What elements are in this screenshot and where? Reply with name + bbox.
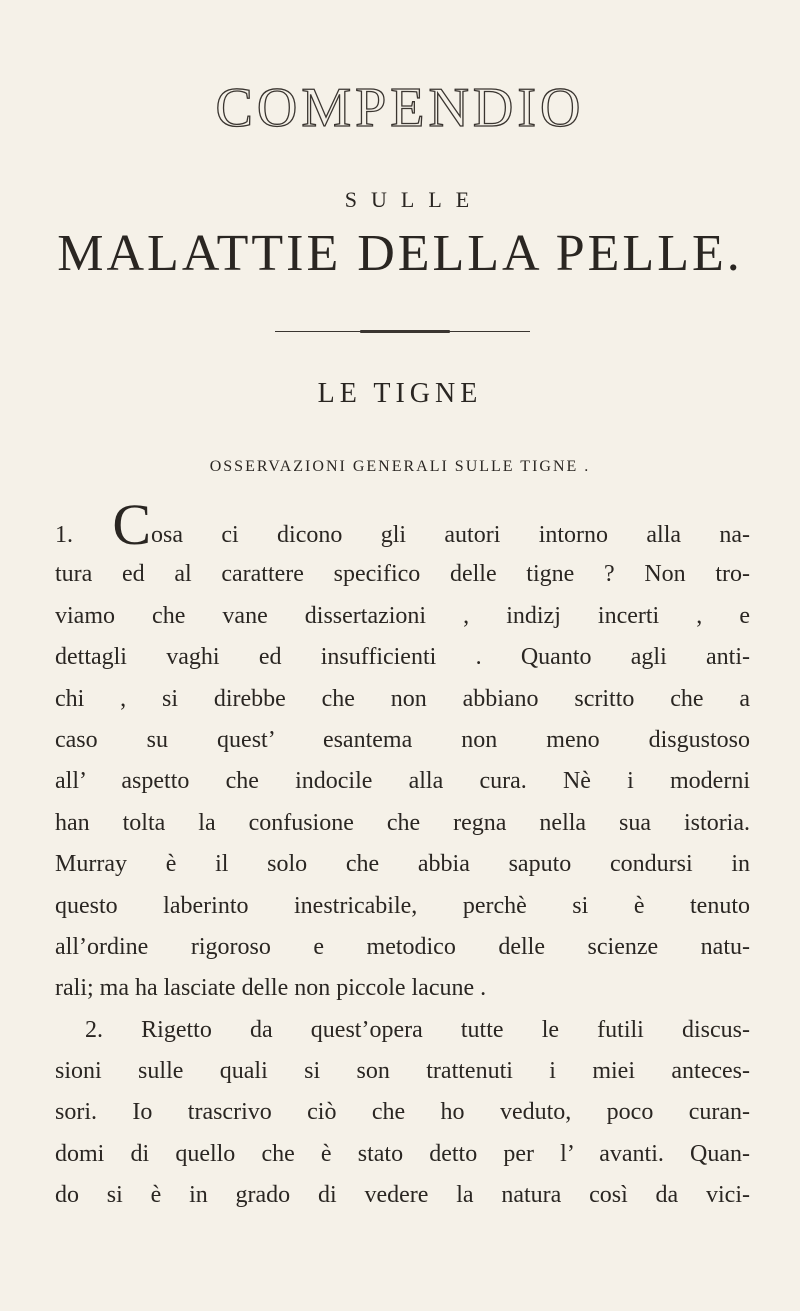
- section-title: LE TIGNE: [317, 378, 483, 409]
- text-line: chi , si direbbe che non abbiano scritto che a: [55, 685, 750, 712]
- text-line: all’ aspetto che indocile alla cura. Nè i moderni: [55, 768, 750, 795]
- body-text: [55, 492, 750, 1217]
- text-line: caso su quest’ esantema non meno disgustoso: [55, 726, 750, 753]
- text-line: Murray è il solo che abbia saputo condursi in: [55, 851, 750, 878]
- text-line: domi di quello che è stato detto per l’ avanti. Quan-: [55, 1140, 750, 1167]
- rule-thick-segment: [360, 330, 450, 333]
- drop-cap: C: [112, 492, 152, 557]
- text-line: 1. Cosa ci dicono gli autori intorno alla na-: [55, 492, 750, 557]
- text-line: sori. Io trascrivo ciò che ho veduto, poco curan-: [55, 1099, 750, 1126]
- text-line: dettagli vaghi ed insufficienti . Quanto agli anti-: [55, 644, 750, 671]
- book-subject: MALATTIE DELLA PELLE.: [57, 225, 743, 282]
- text-line: 2. Rigetto da quest’opera tutte le futili discus-: [85, 1016, 750, 1043]
- text-line: rali; ma ha lasciate delle non piccole lacune .: [55, 975, 487, 1002]
- paragraph-number: 1.: [55, 522, 73, 548]
- text-line: tura ed al carattere specifico delle tigne ? Non tro-: [55, 561, 750, 588]
- title-preposition: SULLE: [344, 187, 484, 212]
- text-line: questo laberinto inestricabile, perchè si è tenuto: [55, 892, 750, 919]
- text-line: all’ordine rigoroso e metodico delle scienze natu-: [55, 933, 750, 960]
- text-line: sioni sulle quali si son trattenuti i miei anteces-: [55, 1058, 750, 1085]
- text-line: han tolta la confusione che regna nella sua istoria.: [55, 809, 750, 836]
- decorative-rule: [275, 330, 530, 333]
- section-subtitle: OSSERVAZIONI GENERALI SULLE TIGNE .: [209, 458, 591, 475]
- text-line: viamo che vane dissertazioni , indizj incerti , e: [55, 602, 750, 629]
- text-line: do si è in grado di vedere la natura così da vici-: [55, 1182, 750, 1209]
- book-title: COMPENDIO: [215, 77, 585, 139]
